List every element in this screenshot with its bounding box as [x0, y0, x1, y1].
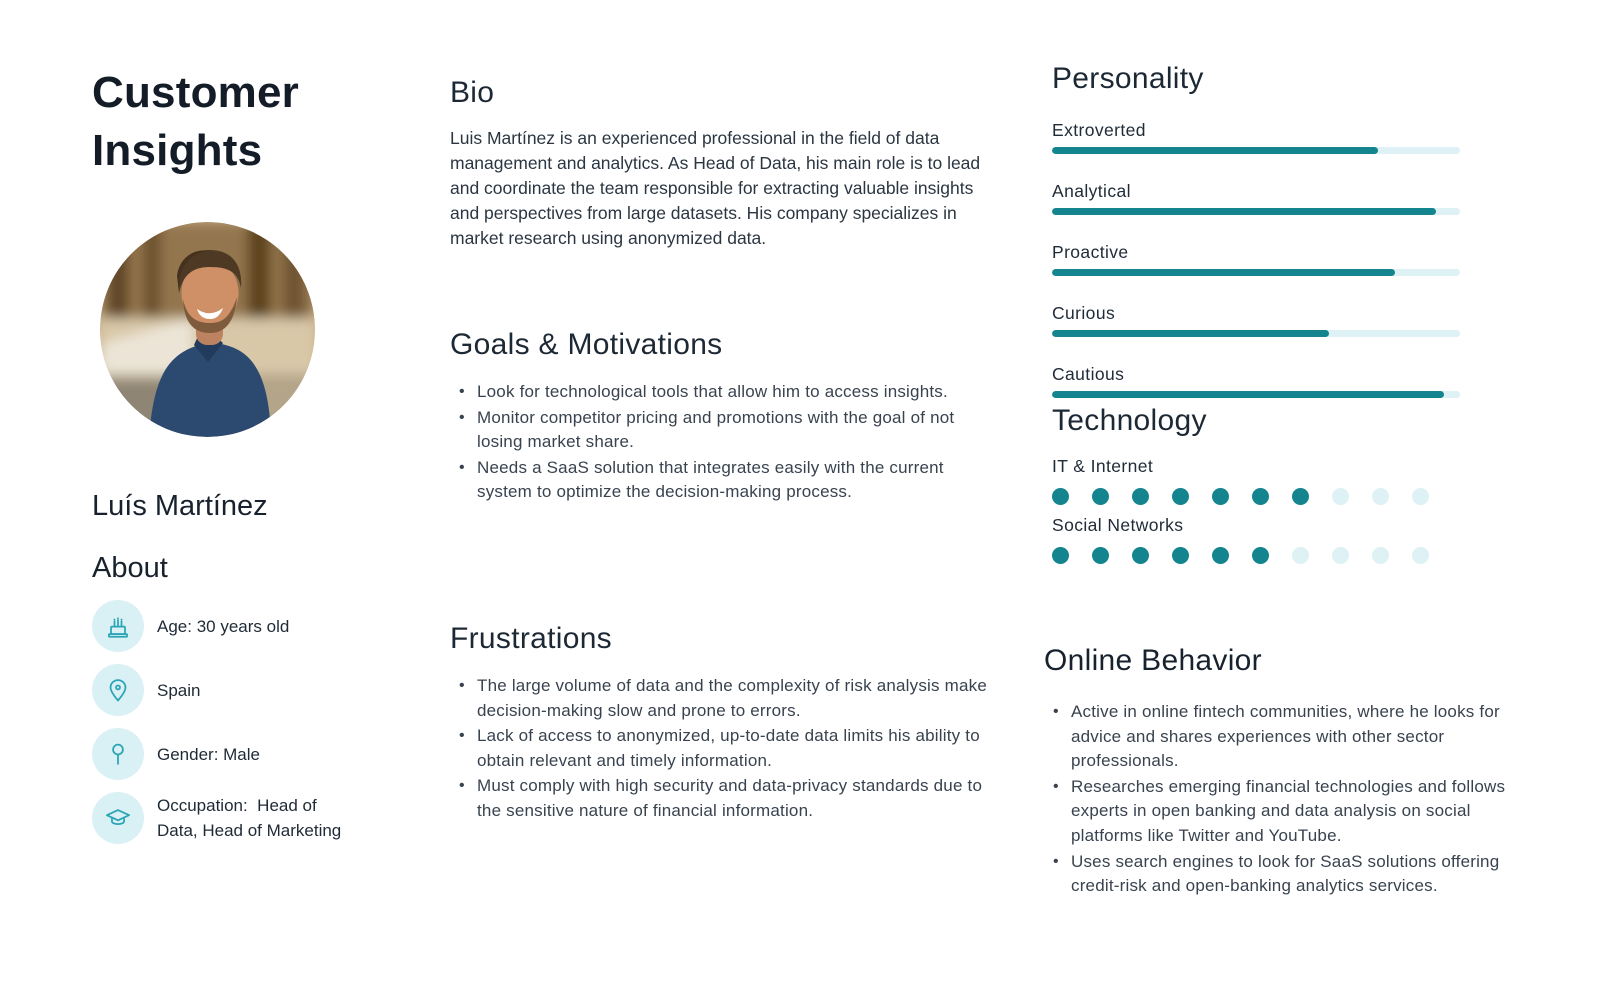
rating-dot-filled	[1212, 488, 1229, 505]
skill-dot-rating	[1052, 488, 1462, 505]
rating-dot-empty	[1332, 547, 1349, 564]
frustration-item: • The large volume of data and the complexity of risk analysis make decision-making slow and prone to errors.	[450, 674, 1002, 723]
frustrations-heading: Frustrations	[450, 622, 612, 655]
trait-bar-track	[1052, 269, 1460, 276]
trait-bar-track	[1052, 147, 1460, 154]
goals-heading: Goals & Motivations	[450, 328, 723, 361]
rating-dot-filled	[1092, 488, 1109, 505]
personality-trait	[1052, 364, 1460, 398]
frustration-item: • Lack of access to anonymized, up-to-date data limits his ability to obtain relevant and timely information.	[450, 724, 1002, 773]
trait-bar-track	[1052, 391, 1460, 398]
goal-item: • Needs a SaaS solution that integrates easily with the current system to optimize the decision-making process.	[450, 456, 998, 505]
technology-section	[1052, 404, 1462, 573]
rating-dot-filled	[1292, 488, 1309, 505]
personality-trait	[1052, 303, 1460, 337]
rating-dot-filled	[1172, 488, 1189, 505]
rating-dot-empty	[1412, 547, 1429, 564]
rating-dot-empty	[1412, 488, 1429, 505]
goal-item: • Look for technological tools that allow him to access insights.	[450, 380, 998, 405]
profile-photo	[100, 222, 315, 437]
gender-icon	[92, 728, 144, 780]
online-behavior-item: • Researches emerging financial technologies and follows experts in open banking and data analysis on social platforms like Twitter and YouTube.	[1044, 775, 1516, 849]
skill-label: IT & Internet	[1052, 456, 1154, 476]
about-item-label: Gender: Male	[157, 744, 260, 764]
trait-bar-fill	[1052, 330, 1329, 337]
cake-icon	[92, 600, 144, 652]
goal-item: • Monitor competitor pricing and promotions with the goal of not losing market share.	[450, 406, 998, 455]
rating-dot-filled	[1132, 488, 1149, 505]
trait-bar-track	[1052, 208, 1460, 215]
technology-skill	[1052, 515, 1462, 564]
trait-label: Curious	[1052, 303, 1116, 323]
trait-label: Analytical	[1052, 181, 1131, 201]
about-item-label: Spain	[157, 680, 201, 700]
profile-photo-illustration	[100, 222, 315, 437]
about-item	[92, 664, 382, 716]
trait-bar-fill	[1052, 147, 1378, 154]
about-item	[92, 792, 382, 844]
bio-heading: Bio	[450, 76, 495, 109]
personality-section	[1052, 62, 1460, 425]
trait-bar-fill	[1052, 269, 1395, 276]
frustrations-list	[450, 674, 1002, 824]
personality-trait	[1052, 120, 1460, 154]
skill-dot-rating	[1052, 547, 1462, 564]
online-behavior-heading: Online Behavior	[1044, 644, 1262, 677]
personality-trait	[1052, 242, 1460, 276]
online-behavior-item: • Uses search engines to look for SaaS solutions offering credit-risk and open-banking analytics services.	[1044, 850, 1516, 899]
bio-text: Luis Martínez is an experienced professional in the field of data management and analytics. As Head of Data, his main role is to lead and coordinate the team responsible for extracting valuable insights and perspectives from large datasets. His company specializes in market research using anonymized data.	[450, 128, 981, 248]
trait-label: Cautious	[1052, 364, 1125, 384]
rating-dot-filled	[1092, 547, 1109, 564]
about-item-label: Occupation: Head of Data, Head of Marketing	[157, 796, 342, 840]
trait-label: Proactive	[1052, 242, 1129, 262]
bio-section	[450, 76, 990, 251]
technology-skill	[1052, 456, 1462, 505]
frustration-item: • Must comply with high security and data-privacy standards due to the sensitive nature of financial information.	[450, 774, 1002, 823]
rating-dot-filled	[1172, 547, 1189, 564]
trait-label: Extroverted	[1052, 120, 1146, 140]
trait-bar-track	[1052, 330, 1460, 337]
frustrations-section	[450, 622, 1002, 825]
location-pin-icon	[92, 664, 144, 716]
trait-bar-fill	[1052, 208, 1436, 215]
rating-dot-empty	[1372, 547, 1389, 564]
rating-dot-empty	[1332, 488, 1349, 505]
personality-traits	[1052, 120, 1460, 398]
online-behavior-section	[1044, 644, 1516, 900]
online-behavior-item: • Active in online fintech communities, where he looks for advice and shares experiences with other sector professionals.	[1044, 700, 1516, 774]
about-item	[92, 600, 382, 652]
about-list	[92, 600, 382, 856]
personality-heading: Personality	[1052, 62, 1204, 95]
profile-name: Luís Martínez	[92, 490, 268, 522]
graduation-cap-icon	[92, 792, 144, 844]
about-heading: About	[92, 552, 168, 584]
personality-trait	[1052, 181, 1460, 215]
about-item-label: Age: 30 years old	[157, 616, 290, 636]
rating-dot-filled	[1212, 547, 1229, 564]
rating-dot-filled	[1252, 547, 1269, 564]
skill-label: Social Networks	[1052, 515, 1184, 535]
rating-dot-empty	[1292, 547, 1309, 564]
trait-bar-fill	[1052, 391, 1444, 398]
technology-skills	[1052, 456, 1462, 564]
goals-section	[450, 328, 998, 506]
online-behavior-list	[1044, 700, 1516, 899]
rating-dot-empty	[1372, 488, 1389, 505]
technology-heading: Technology	[1052, 404, 1207, 437]
rating-dot-filled	[1132, 547, 1149, 564]
rating-dot-filled	[1052, 488, 1069, 505]
about-item	[92, 728, 382, 780]
goals-list	[450, 380, 998, 505]
page-title: Customer Insights	[92, 68, 299, 175]
rating-dot-filled	[1252, 488, 1269, 505]
rating-dot-filled	[1052, 547, 1069, 564]
